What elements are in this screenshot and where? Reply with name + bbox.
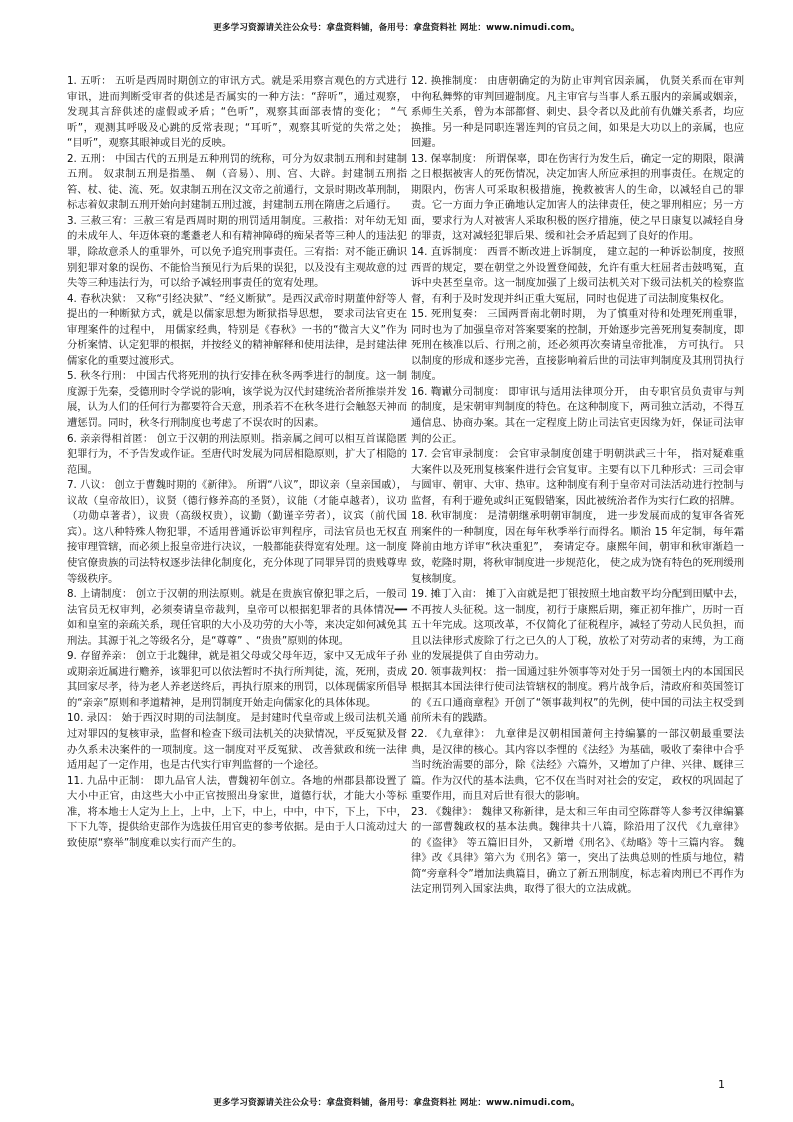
entry-huan-tui-zhi-du: 12. 换推制度： 由唐朝确定的为防止审判官因亲属， 仇贤关系而在审判中徇私舞弊的审判回避制度。凡主审官与当事人系五服内的亲属或姻亲，系师生关系，曾为本部都督、刺史、县令者以及此前有仇嫌关系者，均应换推。另一种是同职连署连判的官员之间，如果是大功以上的亲属，也应回避。: [411, 75, 744, 150]
entry-qiu-dong-xing-xing: 5. 秋冬行刑： 中国古代将死刑的执行安排在秋冬两季进行的制度。这一制度源于先秦，受德刑时令学说的影响，该学说为汉代封建统治者所推崇并发展，认为人们的任何行为都要符合天意，刑杀若不在秋冬进行会触怒天神而遭惩罚。同时，秋冬行刑制度也考虑了不误农时的因素。: [67, 370, 407, 430]
entry-wu-xing: 2. 五刑： 中国古代的五刑是五种刑罚的统称，可分为奴隶制五刑和封建制五刑。 奴隶制五刑是指墨、 劓（音易）、刖、宫、大辟。封建制五刑指笞、杖、徒、流、死。奴隶制五刑在汉文帝之前通行，文景时期改革刑制，标志着奴隶制五刑开始向封建制五刑过渡，封建制五刑在隋唐之后通行。: [67, 152, 407, 212]
entry-chun-qiu-jue-yu: 4. 春秋决狱： 又称“引经决狱”、“经义断狱”。是西汉武帝时期董仲舒等人提出的一种断狱方式，就是以儒家思想为断狱指导思想， 要求司法官吏在审理案件的过程中， 用儒家经典，特别是《春秋》一书的“微言大义”作为分析案情、认定犯罪的根据，并按经义的精神解释和使用法律，是封建法律儒家化的重要过渡形式。: [67, 292, 407, 367]
entry-bao-gu-zhi-du: 13. 保辜制度： 所谓保辜，即在伤害行为发生后，确定一定的期限，限满之日根据被害人的死伤情况，决定加害人所应承担的刑事责任。在规定的期限内，伤害人可采取积极措施，挽救被害人的生命，以减轻自己的罪责。它一方面力争正确地认定加害人的法律责任，使之罪刑相应；另一方面，要求行为人对被害人采取积极的医疗措施，使之早日康复以减轻自身的罪责，这对减轻犯罪后果、缓和社会矛盾起到了良好的作用。: [411, 152, 744, 243]
entry-ju-yan-fen-si: 16. 鞫谳分司制度： 即审讯与适用法律项分开， 由专职官员负责审与判的制度，是宋朝审判制度的特色。在这种制度下，两司独立活动，不得互通信息、协商办案。其在一定程度上防止司法官吏因缘为奸，保证司法审判的公正。: [411, 385, 744, 445]
entry-ling-shi-cai-pan-quan: 20. 领事裁判权： 指一国通过驻外领事等对处于另一国领土内的本国国民根据其本国法律行使司法管辖权的制度。鸦片战争后，清政府和英国签订的《五口通商章程》开创了“领事裁判权”的先例，使中国的司法主权受到前所未有的践踏。: [411, 665, 744, 725]
entry-lu-qiu: 10. 录囚： 始于西汉时期的司法制度。 是封建时代皇帝或上级司法机关通过对罪囚的复核审录，监督和检查下级司法机关的决狱情况，平反冤狱及督办久系未决案件的一项制度。这一制度对平反冤狱、 改善狱政和统一法律适用起了一定作用，也是古代实行审判监督的一个途径。: [67, 712, 407, 772]
entry-jiu-zhang-lu: 22. 《九章律》： 九章律是汉朝相国萧何主持编纂的一部汉朝最重要法典，是汉律的核心。其内容以李悝的《法经》为基础，吸收了秦律中合乎当时统治需要的部分，除《法经》六篇外，又增加了户律、兴律、厩律三篇。作为汉代的基本法典，它不仅在当时对社会的安定， 政权的巩固起了重要作用，而且对后世有很大的影响。: [411, 727, 744, 803]
entry-shang-qing-zhi-du: 8. 上请制度： 创立于汉朝的刑法原则。就是在贵族官僚犯罪之后，一般司法官员无权审判，必须奏请皇帝裁判，皇帝可以根据犯罪者的具体情况━━如和皇室的亲疏关系，现任官职的大小及功劳的大小等，来决定如何减免其刑法。其源于礼之等级名分，是“尊尊” 、“贵贵”原则的体现。: [67, 588, 407, 647]
left-column: [67, 74, 407, 851]
entry-wu-ting: 1. 五听： 五听是西周时期创立的审讯方式。就是采用察言观色的方式进行审讯，进而判断受审者的供述是否属实的一种方法：“辞听”，通过观察，发现其言辞供述的虚假或矛盾；“色听”，观察其面部表情的变化； “气听”，观测其呼吸及心跳的反常表现；“耳听”，观察其听觉的失常之处； “目听”，观察其眼神或目光的反映。: [67, 75, 407, 150]
footer-banner: 更多学习资源请关注公众号：拿盘资料铺，备用号：拿盘资料社 网址：www.nimudi.com。: [213, 1098, 580, 1108]
entry-tan-ding-ru-mu: 19. 摊丁入亩： 摊丁入亩就是把丁银按照土地亩数平均分配到田赋中去，不再按人头征税。这一制度，初行于康熙后期，雍正初年推广，历时一百五十年完成。这项改革，不仅简化了征税程序，减轻了劳动人民负担，而且以法律形式废除了行之已久的人丁税，放松了对劳动者的束缚，为工商业的发展提供了自由劳动力。: [411, 588, 744, 663]
entry-zhi-su-zhi-du: 14. 直诉制度： 西晋不断改进上诉制度， 建立起的一种诉讼制度，按照西晋的规定，要在朝堂之外设置登闻鼓，允许有重大枉屈者击鼓鸣冤，直诉中央甚至皇帝。这一制度加强了上级司法机关对下级司法机关的检察监督，有利于及时发现并纠正重大冤屈，同时也促进了司法制度集权化。: [411, 246, 744, 305]
page-number: 1: [718, 1078, 725, 1091]
entry-si-xing-fu-zou: 15. 死刑复奏： 三国两晋南北朝时期， 为了慎重对待和处理死刑重罪，同时也为了加强皇帝对答案要案的控制，开始逐步完善死刑复奏制度，即死刑在核准以后、行刑之前，还必须再次奏请皇帝批准， 方可执行。 只以制度的形成和逐步完善，直接影响着后世的司法审判制度及其刑罚执行制度。: [411, 308, 744, 383]
entry-hui-guan-shen-lu: 17. 会官审录制度： 会官审录制度创建于明朝洪武三十年， 指对疑难重大案件以及死刑复核案件进行会官复审。主要有以下几种形式：三司会审与圆审、朝审、大审、热审。这种制度有利于皇帝对司法活动进行控制与监督，有利于避免或纠正冤假错案，因此被统治者作为实行仁政的招牌。: [411, 448, 744, 507]
entry-cun-liu-yang-qin: 9. 存留养亲： 创立于北魏律，就是祖父母或父母年迈，家中又无成年子孙或期亲近属进行赡养，该罪犯可以依法暂时不执行所判徒，流，死刑，责成其回家尽孝，待为老人养老送终后，再执行原来的刑罚，以体现儒家所倡导的“亲亲”原则和孝道精神，是刑罚制度开始走向儒家化的具体体现。: [67, 650, 407, 709]
entry-ba-yi: 7. 八议： 创立于曹魏时期的《新律》。 所谓“八议”，即议亲（皇亲国戚），议故（皇帝故旧），议贤（德行修养高的圣贤），议能（才能卓越者），议功（功勋卓著者），议贵（高级权贵），议勤（勤谨辛劳者），议宾（前代国宾）。这八种特殊人物犯罪，不适用普通诉讼审判程序，司法官员也无权直接审理管辖，而必须上报皇帝进行决议，一般都能获得宽宥处理。这一制度使官僚贵族的司法特权逐步法律化制度化，充分体现了同罪异罚的贵贱尊卑等级秩序。: [67, 479, 407, 585]
header-banner: 更多学习资源请关注公众号：拿盘资料铺，备用号：拿盘资料社 网址：www.nimudi.com。: [213, 23, 580, 33]
entry-qiu-shen-zhi-du: 18. 秋审制度： 是清朝继承明朝审制度， 进一步发展而成的复审各省死刑案件的一种制度，因在每年秋季举行而得名。顺治 15 年定制，每年霜降前由地方详审“秋决重犯”， 奏请定夺。康熙年间，朝审和秋审渐趋一致，乾隆时期，将秋审制度进一步规范化， 使之成为饶有特色的死刑缓刑复核制度。: [411, 510, 744, 585]
entry-san-she-san-you: 3. 三赦三宥：三赦三宥是西周时期的刑罚适用制度。三赦指：对年幼无知的未成年人、年迈体衰的耄耋老人和有精神障碍的痴呆者等三种人的违法犯罪，除故意杀人的重罪外，可以免予追究刑事责任。三宥指：对不能正确识别犯罪对象的误伤、不能恰当预见行为后果的误犯，以及没有主观故意的过失等三种违法行为，可以给予减轻刑事责任的宽宥处理。: [67, 214, 407, 290]
right-column: [411, 74, 744, 898]
entry-jiu-pin-zhong-zheng-zhi: 11. 九品中正制： 即九品官人法，曹魏初年创立。各地的州郡县都设置了大小中正官，由这些大小中正官按照出身家世，道德行状，才能大小等标准，将本地士人定为上上，上中，上下，中上，中中，中下，下上，下中，下下九等，提供给吏部作为选拔任用官吏的参考依据。是由于人口流动过大致使原“察举”制度难以实行而产生的。: [67, 774, 407, 849]
entry-qin-qin-de-xiang-shou-ni: 6. 亲亲得相首匿： 创立于汉朝的刑法原则。指亲属之间可以相互首谋隐匿犯罪行为，不予告发或作证。至唐代时发展为同居相隐原则，扩大了相隐的范围。: [67, 432, 407, 476]
entry-wei-lu: 23. 《魏律》： 魏律又称新律，是太和三年由司空陈群等人参考汉律编纂的一部曹魏政权的基本法典。魏律共十八篇，除沿用了汉代 《九章律》 的《盗律》 等五篇旧目外， 又新增《刑名》、《劫略》等十三篇内容。 魏律》改《具律》第六为《刑名》第一，突出了法典总则的性质与地位，精简“旁章科令”增加法典篇目，确立了新五刑制度，标志着肉刑已不再作为法定刑罚列入国家法典，取得了很大的立法成就。: [411, 805, 744, 896]
